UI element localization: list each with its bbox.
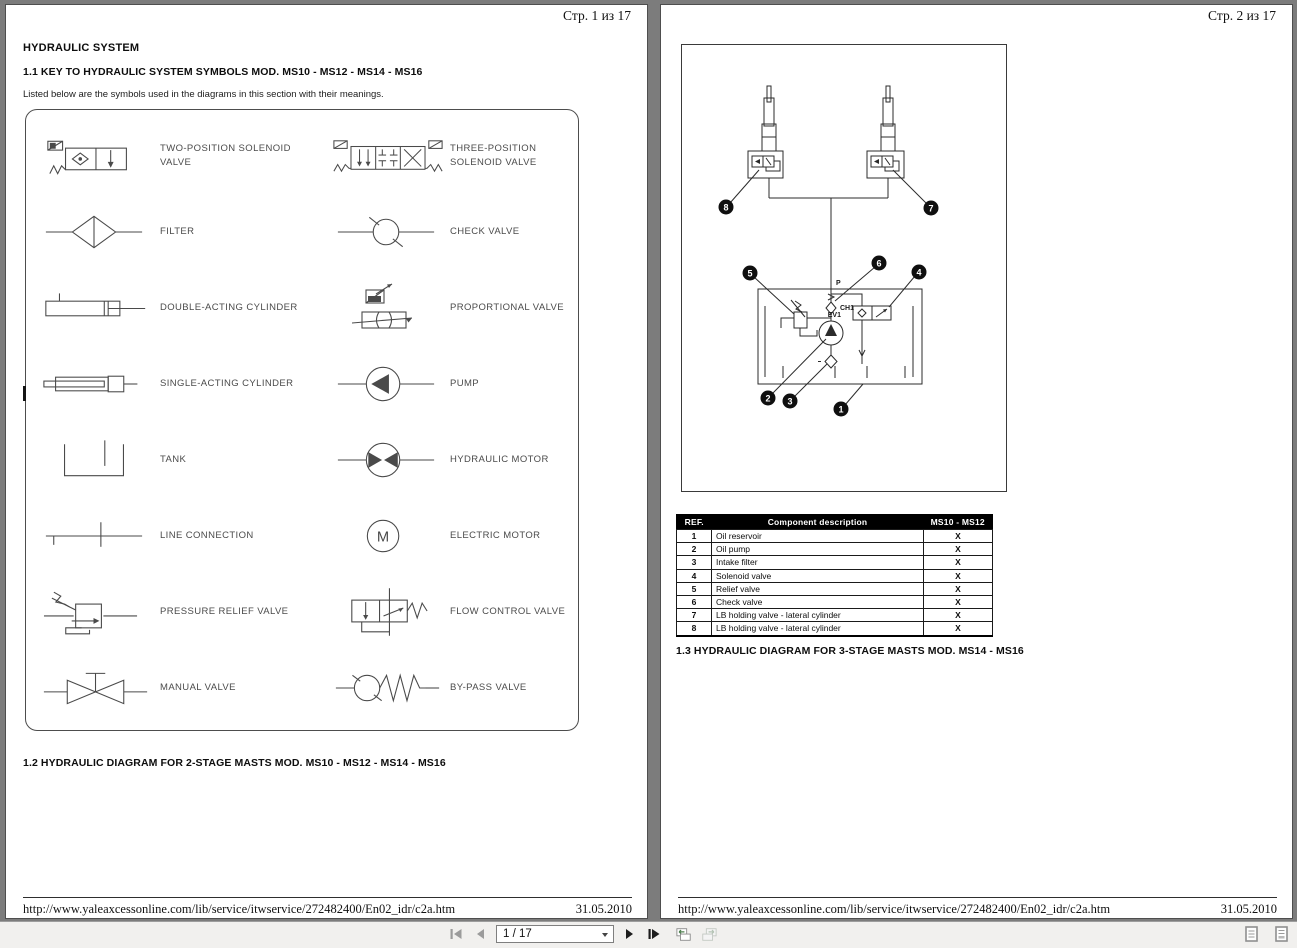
- port-label: P: [836, 280, 841, 287]
- footer-url: http://www.yaleaxcessonline.com/lib/service/itwservice/272482400/En02_idr/c2a.htm: [678, 902, 1111, 916]
- row-description: Intake filter: [712, 556, 924, 569]
- row-model-value: X: [924, 543, 993, 556]
- row-ref: 1: [677, 530, 712, 543]
- symbol-line-connection: [40, 516, 160, 556]
- check-valve-icon: [332, 210, 440, 254]
- section-1-3-heading: 1.3 HYDRAULIC DIAGRAM FOR 3-STAGE MASTS MOD. MS14 - MS16: [676, 645, 1024, 657]
- symbol-label-pump: PUMP: [450, 377, 480, 389]
- check-valve-label: CH1: [840, 305, 855, 312]
- footer-divider: [23, 897, 632, 898]
- view-history-buttons: [676, 926, 717, 942]
- by-pass-valve-icon: [332, 666, 444, 710]
- lb-holding-valve-right: [867, 151, 904, 178]
- svg-text:8: 8: [723, 202, 729, 213]
- table-row: [677, 595, 993, 608]
- table-row: [677, 543, 993, 556]
- row-model-value: X: [924, 595, 993, 608]
- symbol-check-valve: [332, 210, 450, 254]
- first-page-button[interactable]: [448, 926, 464, 942]
- symbol-pressure-relief-valve: [40, 586, 160, 638]
- callout-8: [719, 200, 734, 215]
- symbol-label-pressure-relief-valve: PRESSURE RELIEF VALVE: [160, 605, 289, 617]
- symbol-label-check-valve: CHECK VALVE: [450, 225, 520, 237]
- table-header-row: [677, 515, 993, 530]
- col-header-description: Component description: [712, 515, 924, 530]
- symbol-three-position-solenoid-valve: [332, 136, 450, 176]
- symbol-proportional-valve: [332, 282, 450, 334]
- row-model-value: X: [924, 556, 993, 569]
- symbol-label-two-position-solenoid-valve: TWO-POSITION SOLENOID VALVE: [160, 142, 291, 168]
- facing-page-view-button[interactable]: [1273, 926, 1289, 942]
- page-navigation: [448, 925, 717, 943]
- row-ref: 2: [677, 543, 712, 556]
- row-description: Oil pump: [712, 543, 924, 556]
- previous-view-button[interactable]: [676, 926, 692, 942]
- pump-icon: [332, 362, 440, 406]
- row-description: Solenoid valve: [712, 569, 924, 582]
- page-number-combobox[interactable]: [496, 925, 614, 943]
- symbol-single-acting-cylinder: [40, 364, 160, 404]
- footer-date: 31.05.2010: [575, 902, 632, 916]
- symbol-label-by-pass-valve: BY-PASS VALVE: [450, 681, 527, 693]
- row-model-value: X: [924, 582, 993, 595]
- previous-view-icon: [676, 927, 692, 942]
- hydraulic-diagram-svg: [681, 44, 1007, 492]
- chevron-down-icon: [602, 933, 608, 937]
- intake-filter: [818, 345, 837, 368]
- callout-1: [834, 402, 849, 417]
- table-row: [677, 609, 993, 622]
- callout-5: [743, 266, 758, 281]
- previous-page-icon: [474, 928, 486, 940]
- callout-7: [924, 201, 939, 216]
- footer-divider: [678, 897, 1277, 898]
- svg-text:1: 1: [838, 404, 844, 415]
- callout-4: [912, 265, 927, 280]
- single-page-view-button[interactable]: [1243, 926, 1259, 942]
- pressure-relief-valve-icon: [40, 586, 144, 638]
- relief-valve: [781, 300, 831, 336]
- page-number-header: Стр. 2 из 17: [1208, 8, 1276, 23]
- row-model-value: X: [924, 609, 993, 622]
- page-footer: [23, 902, 632, 917]
- symbol-manual-valve: [40, 666, 160, 710]
- next-page-icon: [624, 928, 636, 940]
- symbol-label-flow-control-valve: FLOW CONTROL VALVE: [450, 605, 566, 617]
- row-description: LB holding valve - lateral cylinder: [712, 622, 924, 636]
- symbol-label-line-connection: LINE CONNECTION: [160, 529, 254, 541]
- three-position-solenoid-valve-icon: [332, 136, 444, 176]
- row-model-value: X: [924, 530, 993, 543]
- symbol-label-single-acting-cylinder: SINGLE-ACTING CYLINDER: [160, 377, 294, 389]
- filter-icon: [40, 210, 148, 254]
- symbol-label-hydraulic-motor: HYDRAULIC MOTOR: [450, 453, 549, 465]
- svg-text:M: M: [376, 529, 390, 546]
- svg-text:4: 4: [916, 267, 922, 278]
- two-position-solenoid-valve-icon: [40, 136, 148, 176]
- component-table: [676, 514, 993, 637]
- last-page-icon: [647, 928, 661, 940]
- previous-page-button[interactable]: [472, 926, 488, 942]
- tank-icon: [40, 438, 148, 482]
- proportional-valve-icon: [332, 282, 432, 334]
- svg-text:3: 3: [787, 396, 793, 407]
- lb-holding-valve-left: [748, 151, 783, 178]
- symbol-label-manual-valve: MANUAL VALVE: [160, 681, 236, 693]
- symbol-tank: [40, 438, 160, 482]
- svg-text:2: 2: [765, 393, 771, 404]
- page-layout-buttons: [1243, 926, 1289, 942]
- page-indicator-value: 1 / 17: [503, 928, 532, 940]
- svg-text:7: 7: [928, 203, 934, 214]
- symbol-by-pass-valve: [332, 666, 450, 710]
- row-description: Relief valve: [712, 582, 924, 595]
- solenoid-valve-label: EV1: [827, 312, 841, 319]
- symbol-hydraulic-motor: [332, 438, 450, 482]
- callout-3: [783, 394, 798, 409]
- electric-motor-icon: [332, 514, 440, 558]
- row-ref: 3: [677, 556, 712, 569]
- table-row: [677, 622, 993, 636]
- row-model-value: X: [924, 569, 993, 582]
- first-page-icon: [449, 928, 463, 940]
- symbol-pump: [332, 362, 450, 406]
- table-row: [677, 530, 993, 543]
- facing-page-view-icon: [1275, 926, 1288, 942]
- line-connection-icon: [40, 516, 148, 556]
- single-page-view-icon: [1245, 926, 1258, 942]
- symbol-label-double-acting-cylinder: DOUBLE-ACTING CYLINDER: [160, 301, 298, 313]
- row-ref: 7: [677, 609, 712, 622]
- chapter-title: HYDRAULIC SYSTEM: [23, 42, 140, 54]
- section-1-1-heading: 1.1 KEY TO HYDRAULIC SYSTEM SYMBOLS MOD. MS10 - MS12 - MS14 - MS16: [23, 66, 423, 78]
- symbol-label-filter: FILTER: [160, 225, 195, 237]
- next-page-button[interactable]: [622, 926, 638, 942]
- callout-2: [761, 391, 776, 406]
- symbol-label-electric-motor: ELECTRIC MOTOR: [450, 529, 541, 541]
- table-row: [677, 582, 993, 595]
- footer-date: 31.05.2010: [1220, 902, 1277, 916]
- col-header-ref: REF.: [677, 515, 712, 530]
- symbol-electric-motor: [332, 514, 450, 558]
- symbol-double-acting-cylinder: [40, 288, 160, 328]
- symbols-key-box: [25, 109, 579, 731]
- hydraulic-motor-icon: [332, 438, 440, 482]
- table-row: [677, 556, 993, 569]
- document-page-2: [660, 4, 1293, 919]
- page-footer: [678, 902, 1277, 917]
- row-ref: 6: [677, 595, 712, 608]
- symbol-filter: [40, 210, 160, 254]
- last-page-button[interactable]: [646, 926, 662, 942]
- svg-text:5: 5: [747, 268, 753, 279]
- symbols-grid: [26, 110, 578, 726]
- row-model-value: X: [924, 622, 993, 636]
- viewer-toolbar: [0, 921, 1297, 948]
- symbol-two-position-solenoid-valve: [40, 136, 160, 176]
- lateral-cylinder-left: [762, 86, 776, 151]
- single-acting-cylinder-icon: [40, 364, 152, 404]
- table-row: [677, 569, 993, 582]
- svg-text:6: 6: [876, 258, 882, 269]
- document-page-1: [5, 4, 648, 919]
- symbol-label-three-position-solenoid-valve: THREE-POSITION SOLENOID VALVE: [450, 142, 537, 168]
- col-header-model: MS10 - MS12: [924, 515, 993, 530]
- row-description: Oil reservoir: [712, 530, 924, 543]
- manual-valve-icon: [40, 666, 152, 710]
- flow-control-valve-icon: [332, 586, 436, 638]
- intro-paragraph: Listed below are the symbols used in the diagrams in this section with their meanings.: [23, 89, 384, 100]
- double-acting-cylinder-icon: [40, 288, 152, 328]
- callout-6: [872, 256, 887, 271]
- row-ref: 5: [677, 582, 712, 595]
- page-number-header: Стр. 1 из 17: [563, 8, 631, 23]
- row-ref: 4: [677, 569, 712, 582]
- row-description: Check valve: [712, 595, 924, 608]
- footer-url: http://www.yaleaxcessonline.com/lib/service/itwservice/272482400/En02_idr/c2a.htm: [23, 902, 456, 916]
- row-ref: 8: [677, 622, 712, 636]
- lateral-cylinder-right: [881, 86, 895, 151]
- row-description: LB holding valve - lateral cylinder: [712, 609, 924, 622]
- next-view-button[interactable]: [701, 926, 717, 942]
- section-1-2-heading: 1.2 HYDRAULIC DIAGRAM FOR 2-STAGE MASTS MOD. MS10 - MS12 - MS14 - MS16: [23, 757, 446, 769]
- next-view-icon: [701, 927, 717, 942]
- hydraulic-diagram-2-stage: [681, 44, 1007, 492]
- component-table-body: [677, 530, 993, 636]
- stray-mark: [23, 386, 26, 401]
- symbol-label-tank: TANK: [160, 453, 187, 465]
- symbol-label-proportional-valve: PROPORTIONAL VALVE: [450, 301, 565, 313]
- symbol-flow-control-valve: [332, 586, 450, 638]
